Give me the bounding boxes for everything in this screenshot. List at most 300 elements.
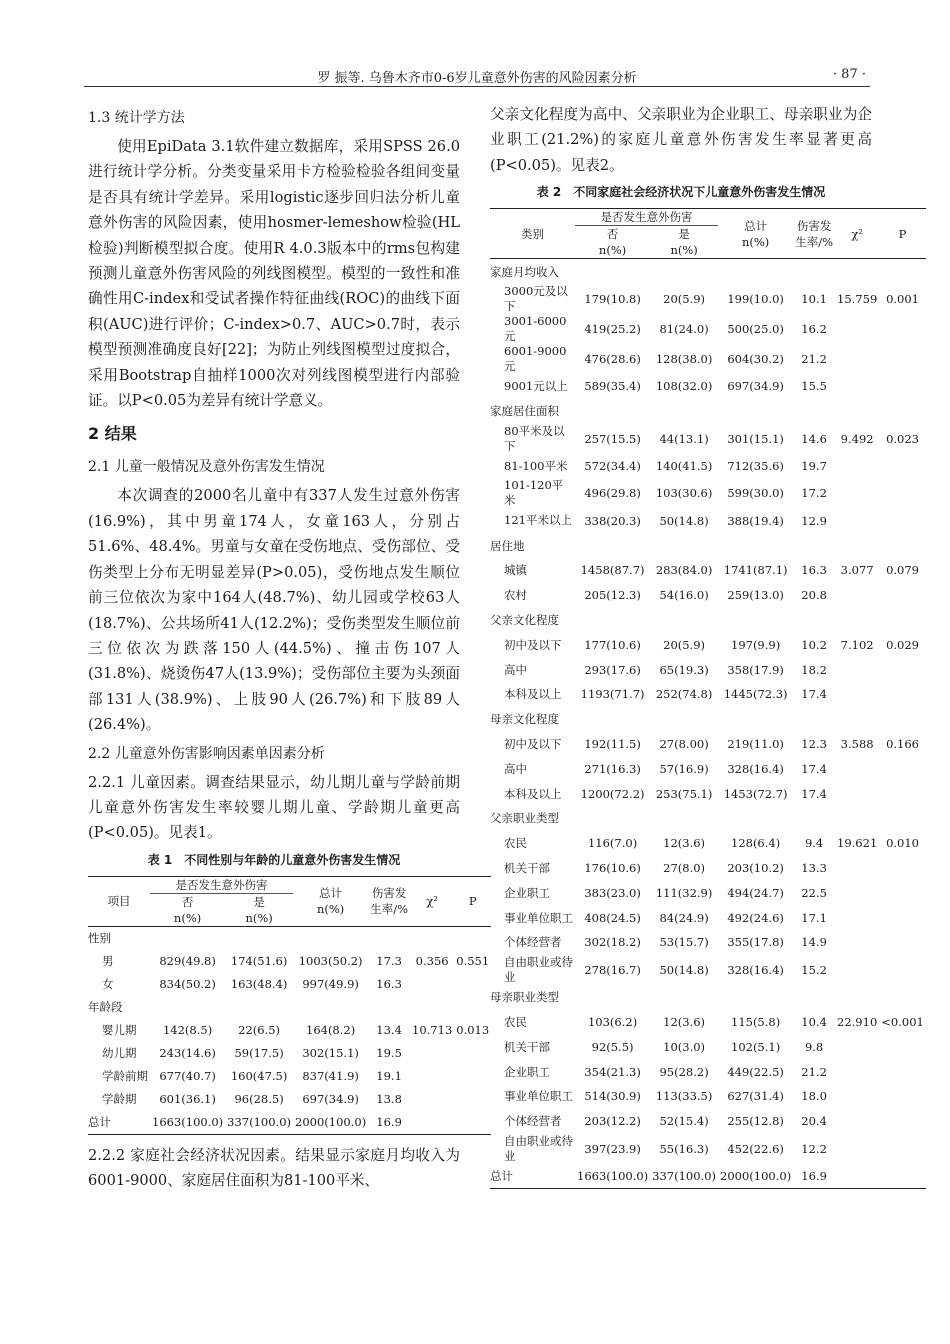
cell-yes: 22(6.5) <box>238 1023 281 1038</box>
total-n-label: n(%) <box>316 902 345 917</box>
table2 <box>490 208 926 1189</box>
row-label: 自由职业或待业 <box>504 954 573 984</box>
cell-no: 383(23.0) <box>584 885 641 900</box>
col-total-header <box>293 876 368 926</box>
group-label: 家庭月均收入 <box>490 264 559 279</box>
cell-no: 271(16.3) <box>584 761 641 776</box>
row-label: 农民 <box>504 836 527 851</box>
cell-no: 572(34.4) <box>584 459 641 473</box>
cell-p: 0.013 <box>456 1023 490 1038</box>
row-label: 农村 <box>504 588 527 603</box>
cell-chi: 22.910 <box>837 1014 878 1029</box>
cell-no: 142(8.5) <box>162 1023 213 1038</box>
col-occur-header: 是否发生意外伤害 <box>150 876 293 893</box>
table-row <box>490 1059 926 1084</box>
cell-chi <box>835 374 879 399</box>
table-row <box>490 955 926 985</box>
cell-chi <box>835 682 879 707</box>
cell-rate: 18.0 <box>801 1089 827 1104</box>
row-label: 81-100平米 <box>504 458 568 473</box>
group-row <box>490 399 926 424</box>
cell-p: <0.001 <box>881 1014 924 1029</box>
table-row <box>490 856 926 881</box>
cell-no: 677(40.7) <box>159 1069 216 1084</box>
cell-chi <box>410 1065 454 1088</box>
cell-total: 115(5.8) <box>731 1014 781 1029</box>
row-label: 高中 <box>504 662 527 677</box>
cell-yes: 50(14.8) <box>659 513 709 528</box>
cell-p <box>879 478 926 508</box>
cell-chi: 0.356 <box>415 954 449 969</box>
row-label: 学龄前期 <box>102 1069 148 1084</box>
continued-paragraph: 父亲文化程度为高中、父亲职业为企业职工、母亲职业为企业职工(21.2%)的家庭儿童意外伤害发生率显著更高(P<0.05)。见表2。 <box>490 106 872 174</box>
cell-chi <box>835 1134 879 1164</box>
col-p-header: P <box>898 226 907 241</box>
cell-rate: 20.8 <box>801 588 827 603</box>
cell-total: 1741(87.1) <box>723 563 788 578</box>
row-label: 男 <box>102 954 114 969</box>
cell-p <box>879 856 926 881</box>
col-chi-header: χ² <box>851 226 863 241</box>
group-row <box>490 608 926 633</box>
cell-p: 0.001 <box>886 292 920 307</box>
section-1-3-paragraph: 使用EpiData 3.1软件建立数据库，采用SPSS 26.0进行统计学分析。分类变量采用卡方检验检验各组间变量是否具有统计学差异。采用logistic逐步回归法分析儿童意外伤害的风险因素，使用hosmer-lemeshow检验(HL检验)判断模型拟合度。使用R 4.0.3版本中的rms包构建预测儿童意外伤害风险的列线图模型。模型的一致性和准确性用C-index和受试者操作特征曲线(ROC)的曲线下面积(AUC)进行评价；C-index>0.7、AUC>0.7时，表示模型预测准确度良好[22]；为防止列线图模型过度拟合，采用Bootstrap自抽样1000次对列线图模型进行内部验证。以P<0.05为差异有统计学意义。 <box>88 138 460 410</box>
row-label: 幼儿期 <box>102 1046 137 1061</box>
cell-rate: 21.2 <box>801 352 827 367</box>
cell-total: 355(17.8) <box>727 935 784 950</box>
group-label: 性别 <box>88 931 111 946</box>
cell-p: 0.551 <box>456 954 490 969</box>
cell-yes: 55(16.3) <box>659 1141 709 1156</box>
cell-total: 128(6.4) <box>731 836 781 851</box>
row-label: 农民 <box>504 1014 527 1029</box>
cell-total: 712(35.6) <box>727 459 784 473</box>
table-row <box>490 682 926 707</box>
cell-no: 192(11.5) <box>584 736 641 751</box>
row-label: 本科及以上 <box>504 786 562 801</box>
table-row <box>490 314 926 344</box>
row-label: 121平米以上 <box>504 513 572 528</box>
running-header <box>84 64 870 87</box>
cell-no: 1458(87.7) <box>580 563 645 578</box>
cell-p <box>879 880 926 905</box>
cell-no: 92(5.5) <box>591 1039 634 1054</box>
table-row <box>490 1084 926 1109</box>
col-rate-header <box>368 876 410 926</box>
cell-p: 0.010 <box>886 836 920 851</box>
table-row <box>88 950 491 973</box>
cell-rate: 12.9 <box>801 513 827 528</box>
row-label: 婴儿期 <box>102 1023 137 1038</box>
cell-p <box>879 1034 926 1059</box>
total-yes: 337(100.0) <box>652 1168 717 1183</box>
cell-rate: 14.9 <box>801 935 827 950</box>
group-row <box>88 996 491 1019</box>
cell-rate: 20.4 <box>801 1114 827 1129</box>
page-number: · 87 · <box>832 67 866 82</box>
cell-total: 599(30.0) <box>727 486 784 501</box>
group-label: 父亲职业类型 <box>490 811 559 826</box>
cell-p <box>879 1084 926 1109</box>
col-rate-header <box>793 209 835 259</box>
row-label: 企业职工 <box>504 1064 550 1079</box>
section-2-2-2-paragraph: 2.2.2 家庭社会经济状况因素。结果显示家庭月均收入为6001-9000、家庭居住面积为81-100平米、 <box>88 1146 460 1190</box>
cell-no: 176(10.6) <box>584 860 641 875</box>
group-row <box>88 926 491 950</box>
cell-yes: 52(15.4) <box>659 1114 709 1129</box>
cell-no: 589(35.4) <box>584 379 641 394</box>
rate-label-2: 生率/% <box>370 902 409 917</box>
cell-chi <box>835 1034 879 1059</box>
cell-yes: 108(32.0) <box>655 379 713 394</box>
cell-p: 0.029 <box>886 637 920 652</box>
table-row <box>490 831 926 856</box>
total-n-label: n(%) <box>741 234 770 249</box>
section-2-1-title: 2.1 儿童一般情况及意外伤害发生情况 <box>88 459 325 476</box>
row-label: 3001-6000元 <box>504 314 567 344</box>
cell-chi <box>835 756 879 781</box>
total-total: 2000(100.0) <box>720 1168 792 1183</box>
table-row <box>88 973 491 996</box>
cell-chi: 3.588 <box>840 736 874 751</box>
total-row <box>490 1164 926 1189</box>
cell-chi <box>835 856 879 881</box>
row-label: 事业单位职工 <box>504 910 573 925</box>
col-p-header: P <box>468 894 477 909</box>
total-label: 总计 <box>744 218 768 233</box>
section-2-title: 2 结果 <box>88 424 137 444</box>
row-label: 事业单位职工 <box>504 1089 573 1104</box>
cell-chi: 19.621 <box>837 836 878 851</box>
cell-no: 514(30.9) <box>584 1089 641 1104</box>
total-no: 1663(100.0) <box>152 1115 224 1130</box>
cell-total: 837(41.9) <box>302 1069 359 1084</box>
cell-total: 219(11.0) <box>727 736 784 751</box>
cell-no: 397(23.9) <box>584 1141 641 1156</box>
cell-chi <box>410 1042 454 1065</box>
table2-caption: 表 2 不同家庭社会经济状况下儿童意外伤害发生情况 <box>536 185 826 200</box>
yes-n-label: n(%) <box>670 243 698 258</box>
cell-no: 1193(71.7) <box>580 687 645 702</box>
cell-chi <box>835 657 879 682</box>
row-label: 101-120平米 <box>504 478 564 508</box>
table-row <box>490 905 926 930</box>
cell-chi <box>835 1059 879 1084</box>
cell-rate: 17.2 <box>801 486 827 501</box>
cell-p <box>879 682 926 707</box>
cell-rate: 13.4 <box>376 1023 402 1038</box>
table-row <box>490 1034 926 1059</box>
rate-label-1: 伤害发 <box>796 218 832 233</box>
group-label: 母亲职业类型 <box>490 990 559 1005</box>
table1 <box>88 876 491 1135</box>
cell-p <box>454 973 491 996</box>
cell-chi <box>835 781 879 806</box>
total-label: 总计 <box>490 1168 513 1183</box>
cell-yes: 128(38.0) <box>655 352 713 367</box>
cell-no: 302(18.2) <box>584 935 641 950</box>
group-label: 居住地 <box>490 538 525 553</box>
rate-label-2: 生率/% <box>795 234 834 249</box>
group-row <box>490 707 926 732</box>
section-2-2-1-paragraph: 2.2.1 儿童因素。调查结果显示，幼儿期儿童与学龄前期儿童意外伤害发生率较婴儿期儿童、学龄期儿童更高(P<0.05)。见表1。 <box>88 773 460 842</box>
cell-no: 179(10.8) <box>584 292 641 307</box>
col-yes-header <box>225 893 293 926</box>
cell-p: 0.079 <box>886 563 920 578</box>
cell-p <box>454 1042 491 1065</box>
cell-total: 302(15.1) <box>302 1046 359 1061</box>
group-row <box>490 806 926 831</box>
cell-p <box>879 756 926 781</box>
cell-no: 103(6.2) <box>587 1014 638 1029</box>
section-2-2-title: 2.2 儿童意外伤害影响因素单因素分析 <box>88 745 325 762</box>
no-label: 否 <box>181 894 194 909</box>
cell-total: 494(24.7) <box>727 885 784 900</box>
cell-yes: 96(28.5) <box>234 1092 284 1107</box>
row-label: 个体经营者 <box>504 935 562 950</box>
cell-rate: 10.2 <box>801 637 827 652</box>
section-2-1-paragraph: 本次调查的2000名儿童中有337人发生过意外伤害(16.9%)，其中男童174人，女童163人，分别占51.6%、48.4%。男童与女童在受伤地点、受伤部位、受伤类型上分布无明显差异(P>0.05)，受伤地点发生顺位前三位依次为家中164人(48.7%)、幼儿园或学校63人(18.7%)、公共场所41人(12.2%)；受伤类型发生顺位前三位依次为跌落150人(44.5%)、撞击伤107人(31.8%)、烧烫伤47人(13.9%)；受伤部位主要为头颈面部131人(38.9%)、上肢90人(26.7%)和下肢89人(26.4%)。 <box>88 487 460 734</box>
cell-yes: 10(3.0) <box>663 1039 706 1054</box>
cell-yes: 44(13.1) <box>659 431 709 446</box>
cell-total: 301(15.1) <box>727 431 784 446</box>
cell-yes: 111(32.9) <box>655 885 713 900</box>
cell-no: 293(17.6) <box>584 662 641 677</box>
cell-rate: 9.8 <box>804 1039 824 1054</box>
cell-chi: 15.759 <box>837 292 878 307</box>
row-label: 高中 <box>504 761 527 776</box>
cell-chi <box>835 905 879 930</box>
row-label: 机关干部 <box>504 860 550 875</box>
cell-total: 328(16.4) <box>727 962 784 977</box>
col-yes-header <box>650 226 718 259</box>
cell-yes: 12(3.6) <box>663 836 706 851</box>
cell-total: 627(31.4) <box>727 1089 784 1104</box>
col-no-header <box>575 226 650 259</box>
total-label: 总计 <box>88 1115 111 1130</box>
cell-chi <box>835 1084 879 1109</box>
group-row <box>490 533 926 558</box>
table-row <box>490 880 926 905</box>
cell-chi <box>835 478 879 508</box>
section-1-3-title: 1.3 统计学方法 <box>88 110 185 126</box>
cell-chi: 9.492 <box>840 431 874 446</box>
yes-label: 是 <box>253 894 265 909</box>
cell-rate: 15.5 <box>801 379 827 394</box>
cell-yes: 12(3.6) <box>663 1014 706 1029</box>
right-column <box>490 102 924 1189</box>
table-row <box>490 508 926 533</box>
cell-no: 278(16.7) <box>584 962 641 977</box>
cell-yes: 253(75.1) <box>655 786 713 801</box>
cell-chi <box>835 1109 879 1134</box>
row-label: 80平米及以下 <box>504 423 565 453</box>
cell-total: 500(25.0) <box>727 322 784 337</box>
total-row <box>88 1111 491 1135</box>
table-row <box>490 424 926 454</box>
cell-yes: 95(28.2) <box>659 1064 709 1079</box>
cell-rate: 19.7 <box>801 459 827 473</box>
table-row <box>490 657 926 682</box>
row-label: 自由职业或待业 <box>504 1133 573 1163</box>
cell-rate: 21.2 <box>801 1064 827 1079</box>
cell-yes: 113(33.5) <box>655 1089 713 1104</box>
cell-total: 203(10.2) <box>727 860 784 875</box>
cell-no: 116(7.0) <box>587 836 638 851</box>
cell-no: 408(24.5) <box>584 910 641 925</box>
cell-total: 259(13.0) <box>727 588 784 603</box>
cell-no: 834(50.2) <box>159 977 216 992</box>
yes-label: 是 <box>678 227 690 242</box>
row-label: 女 <box>102 977 114 992</box>
cell-total: 1445(72.3) <box>723 687 788 702</box>
cell-rate: 19.5 <box>376 1046 402 1061</box>
table-row <box>490 781 926 806</box>
cell-no: 1200(72.2) <box>580 786 645 801</box>
cell-p <box>879 314 926 344</box>
table-row <box>490 1010 926 1035</box>
no-label: 否 <box>606 227 619 242</box>
cell-total: 1453(72.7) <box>723 786 788 801</box>
cell-yes: 50(14.8) <box>659 962 709 977</box>
group-row <box>490 259 926 284</box>
cell-rate: 16.3 <box>376 977 402 992</box>
cell-no: 354(21.3) <box>584 1064 641 1079</box>
cell-no: 829(49.8) <box>159 954 216 969</box>
table-row <box>490 558 926 583</box>
cell-p: 0.023 <box>886 431 920 446</box>
cell-total: 492(24.6) <box>727 910 784 925</box>
cell-chi <box>410 973 454 996</box>
group-label: 母亲文化程度 <box>490 712 559 727</box>
yes-n-label: n(%) <box>245 910 273 925</box>
col-total-header <box>718 209 793 259</box>
cell-yes: 103(30.6) <box>655 486 713 501</box>
cell-total: 449(22.5) <box>727 1064 784 1079</box>
cell-total: 1003(50.2) <box>298 954 363 969</box>
row-label: 3000元及以下 <box>504 284 568 314</box>
cell-no: 476(28.6) <box>584 352 641 367</box>
cell-p <box>879 344 926 374</box>
cell-rate: 12.2 <box>801 1141 827 1156</box>
cell-yes: 20(5.9) <box>663 292 706 307</box>
cell-p <box>879 1059 926 1084</box>
cell-total: 199(10.0) <box>727 292 784 307</box>
cell-yes: 163(48.4) <box>230 977 288 992</box>
cell-rate: 13.3 <box>801 860 827 875</box>
cell-total: 388(19.4) <box>727 513 784 528</box>
cell-rate: 17.3 <box>376 954 402 969</box>
cell-no: 601(36.1) <box>159 1092 216 1107</box>
cell-yes: 27(8.00) <box>659 736 709 751</box>
cell-total: 255(12.8) <box>727 1114 784 1129</box>
cell-chi <box>835 344 879 374</box>
cell-chi <box>835 880 879 905</box>
table-row <box>490 478 926 508</box>
cell-p <box>879 1134 926 1164</box>
cell-p <box>879 454 926 479</box>
cell-yes: 84(24.9) <box>659 910 709 925</box>
cell-rate: 14.6 <box>801 431 827 446</box>
total-yes: 337(100.0) <box>227 1115 292 1130</box>
row-label: 初中及以下 <box>504 637 562 652</box>
cell-yes: 20(5.9) <box>663 637 706 652</box>
cell-p <box>879 1109 926 1134</box>
table-row <box>490 1134 926 1164</box>
cell-p <box>879 657 926 682</box>
cell-rate: 15.2 <box>801 962 827 977</box>
cell-rate: 16.3 <box>801 563 827 578</box>
col-occur-header: 是否发生意外伤害 <box>575 209 718 226</box>
cell-p <box>879 508 926 533</box>
group-label: 家庭居住面积 <box>490 404 559 419</box>
cell-yes: 27(8.0) <box>663 860 706 875</box>
table-row <box>490 344 926 374</box>
table-row <box>490 284 926 314</box>
cell-chi: 3.077 <box>840 563 874 578</box>
cell-total: 697(34.9) <box>302 1092 359 1107</box>
cell-yes: 53(15.7) <box>659 935 709 950</box>
cell-rate: 9.4 <box>804 836 824 851</box>
cell-rate: 19.1 <box>376 1069 402 1084</box>
row-label: 9001元以上 <box>504 378 568 393</box>
cell-rate: 12.3 <box>801 736 827 751</box>
cell-yes: 283(84.0) <box>655 563 713 578</box>
left-column <box>88 102 490 1194</box>
cell-chi <box>835 314 879 344</box>
cell-yes: 65(19.3) <box>659 662 709 677</box>
cell-chi <box>835 930 879 955</box>
cell-total: 997(49.9) <box>302 977 359 992</box>
cell-no: 243(14.6) <box>159 1046 216 1061</box>
total-label: 总计 <box>319 886 343 901</box>
row-label: 城镇 <box>504 563 527 578</box>
cell-p <box>879 374 926 399</box>
cell-p <box>879 583 926 608</box>
cell-no: 177(10.6) <box>584 637 641 652</box>
group-label: 年龄段 <box>88 1000 123 1015</box>
cell-total: 358(17.9) <box>727 662 784 677</box>
cell-no: 257(15.5) <box>584 431 641 446</box>
row-label: 企业职工 <box>504 885 550 900</box>
cell-yes: 59(17.5) <box>234 1046 284 1061</box>
cell-p <box>879 781 926 806</box>
cell-yes: 174(51.6) <box>230 954 288 969</box>
cell-rate: 17.4 <box>801 786 827 801</box>
cell-chi <box>835 583 879 608</box>
cell-no: 205(12.3) <box>584 588 641 603</box>
cell-p <box>454 1088 491 1111</box>
header-title: 罗 振等. 乌鲁木齐市0-6岁儿童意外伤害的风险因素分析 <box>317 71 637 86</box>
cell-total: 328(16.4) <box>727 761 784 776</box>
cell-yes: 140(41.5) <box>655 459 713 473</box>
col-chi-header: χ² <box>426 894 438 909</box>
row-label: 本科及以上 <box>504 687 562 702</box>
col-no-header <box>150 893 225 926</box>
cell-p <box>879 930 926 955</box>
cell-no: 203(12.2) <box>584 1114 641 1129</box>
no-n-label: n(%) <box>598 243 627 258</box>
cell-total: 102(5.1) <box>731 1039 781 1054</box>
table-row <box>490 583 926 608</box>
cell-no: 338(20.3) <box>584 513 641 528</box>
cell-total: 697(34.9) <box>727 379 784 394</box>
total-rate: 16.9 <box>376 1115 402 1130</box>
cell-rate: 17.4 <box>801 761 827 776</box>
cell-no: 419(25.2) <box>584 322 641 337</box>
cell-p <box>879 955 926 985</box>
rate-label-1: 伤害发 <box>371 886 407 901</box>
